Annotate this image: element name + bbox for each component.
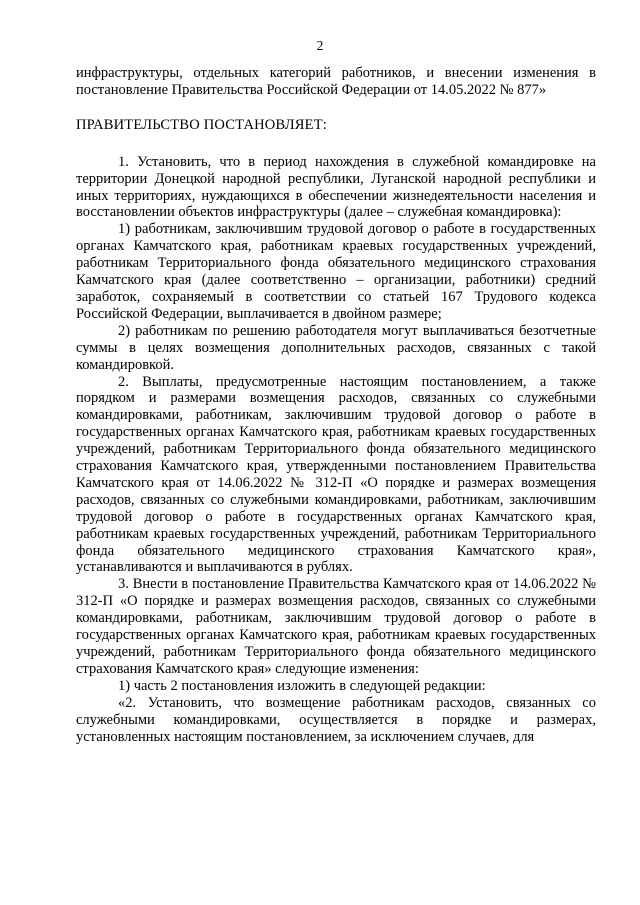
decree-heading: ПРАВИТЕЛЬСТВО ПОСТАНОВЛЯЕТ:	[76, 116, 328, 133]
paragraph-3-item-1: 1) часть 2 постановления изложить в следующей редакции:	[118, 677, 486, 694]
paragraph-2: 2. Выплаты, предусмотренные настоящим постановлением, а также порядком и размерами возмещения расходов, связанных со служебными командировками, работникам, заключившим трудовой договор о работе в государственных органах Камчатского края, работникам краевых государственных учреждений, работникам Территориального фонда обязательного медицинского страхования Камчатского края, утвержденными постановлением Правительства Камчатского края от 14.06.2022 № 312-П «О порядке и размерах возмещения расходов, связанных со служебными командировками, работникам, заключившим трудовой договор о работе в государственных органах Камчатского края, работникам краевых государственных учреждений, работникам Территориального фонда обязательного медицинского страхования Камчатского края», устанавливаются и выплачиваются в рублях.	[76, 373, 596, 576]
quoted-part-2: «2. Установить, что возмещение работникам расходов, связанных со служебными командировками, осуществляется в порядке и размерах, установленных настоящим постановлением, за исключением случаев, для	[76, 694, 596, 745]
paragraph-3: 3. Внести в постановление Правительства Камчатского края от 14.06.2022 № 312-П «О порядке и размерах возмещения расходов, связанных со служебными командировками, работникам, заключившим трудовой договор о работе в государственных органах Камчатского края, работникам краевых государственных учреждений, работникам Территориального фонда обязательного медицинского страхования Камчатского края» следующие изменения:	[76, 576, 596, 677]
document-body	[76, 65, 596, 745]
paragraph-1-item-1: 1) работникам, заключившим трудовой договор о работе в государственных органах Камчатского края, работникам краевых государственных учреждений, работникам Территориального фонда обязательного медицинского страхования Камчатского края (далее соответственно – организации, работники) средний заработок, сохраняемый в соответствии со статьей 167 Трудового кодекса Российской Федерации, выплачивается в двойном размере;	[76, 221, 596, 322]
paragraph-1: 1. Установить, что в период нахождения в служебной командировке на территории Донецкой народной республики, Луганской народной республики и иных территориях, нуждающихся в обеспечении жизнедеятельности населения и восстановлении объектов инфраструктуры (далее – служебная командировка):	[76, 153, 596, 221]
paragraph-1-item-2: 2) работникам по решению работодателя могут выплачиваться безотчетные суммы в целях возмещения дополнительных расходов, связанных с такой командировкой.	[76, 322, 596, 373]
intro-continuation: инфраструктуры, отдельных категорий работников, и внесении изменения в постановление Правительства Российской Федерации от 14.05.2022 № 877»	[76, 65, 596, 98]
page-number: 2	[316, 38, 324, 53]
